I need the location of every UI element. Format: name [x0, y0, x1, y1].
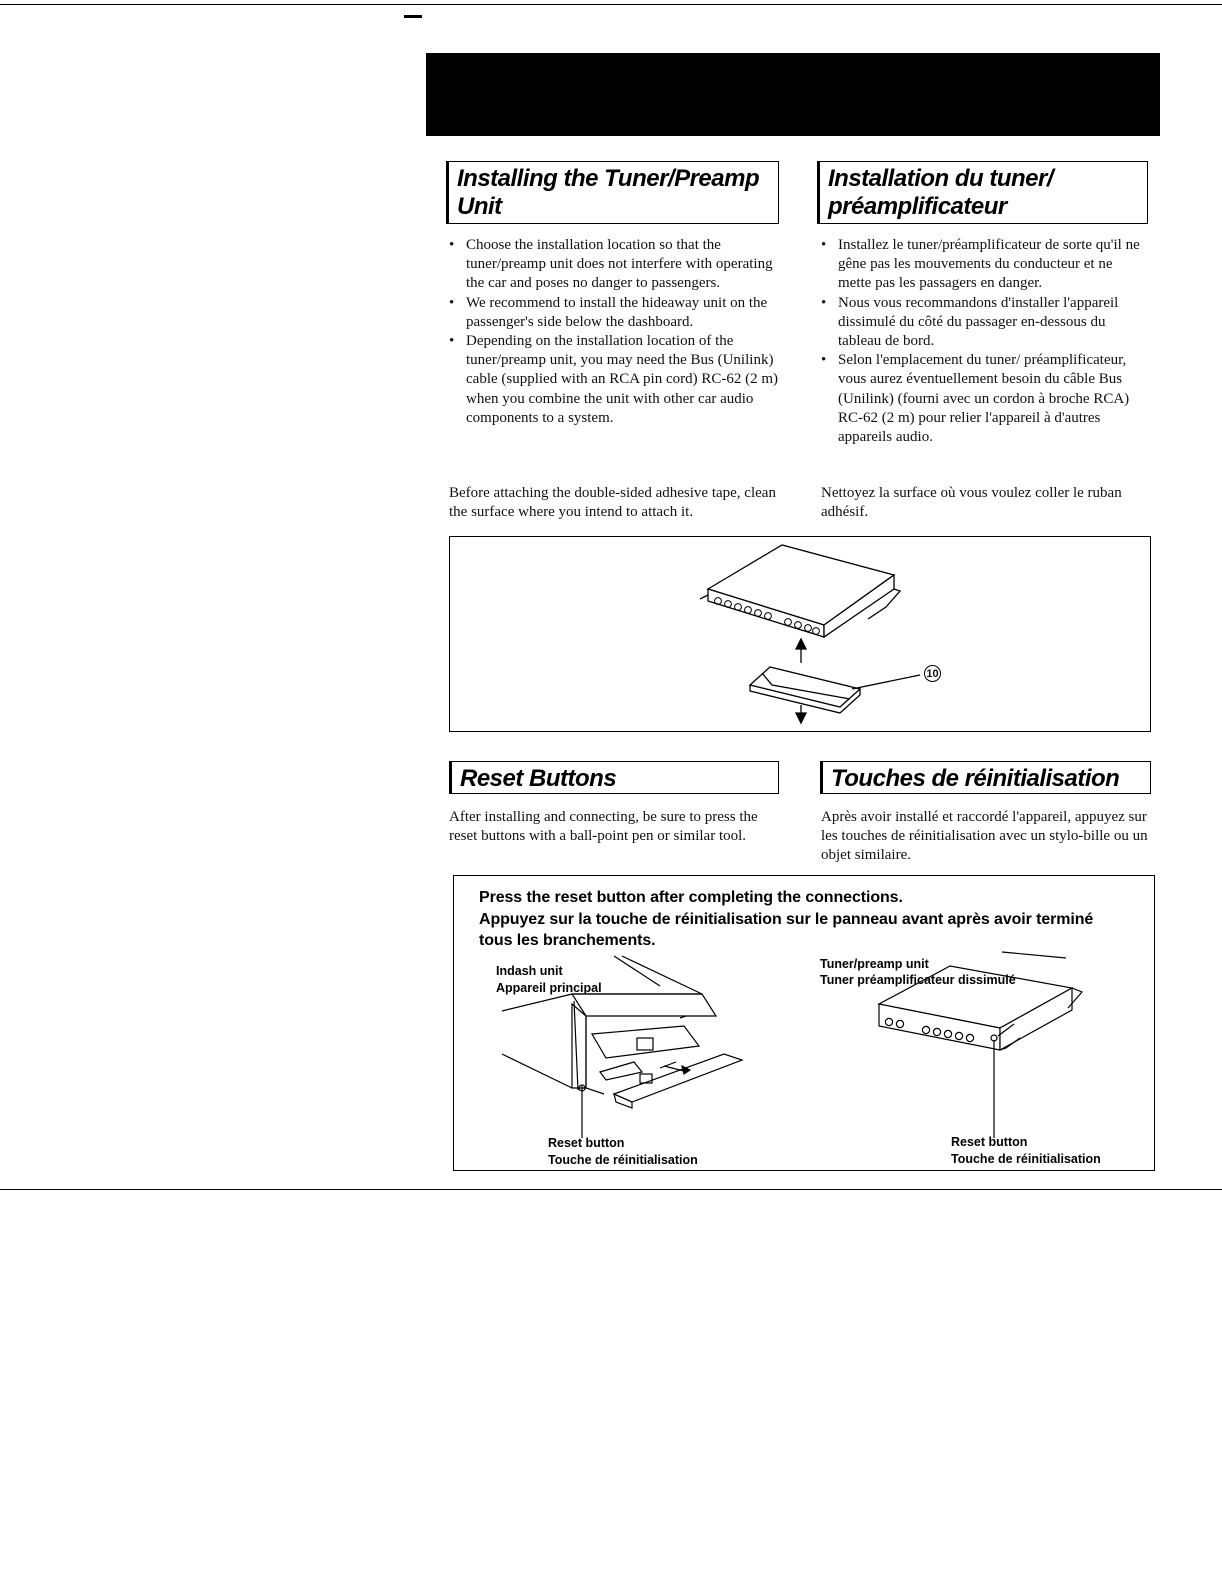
reset-left-label-en: Reset button	[548, 1136, 625, 1150]
install-en-bullet-3: • Depending on the installation location of the tuner/preamp unit, you may need the Bus (Unilink) cable (supplied with an RCA pin cord) RC-62 (2 m) when you combine the unit with other car audio components to a system.	[449, 332, 779, 428]
callout-10: 10	[924, 665, 941, 682]
reset-right-label-en: Reset button	[951, 1135, 1028, 1149]
figure-reset-panel	[453, 875, 1155, 1171]
bottom-rule	[0, 1189, 1222, 1190]
install-fr-bullet-1: • Installez le tuner/préamplificateur de sorte qu'il ne gêne pas les mouvements du conducteur et ne mette pas les passagers en danger.	[821, 236, 1148, 294]
heading-bar	[817, 161, 820, 224]
reset-illustration	[454, 876, 1156, 1172]
heading-install-en-text: Installing the Tuner/Preamp Unit	[457, 165, 760, 220]
figure-adhesive-tape-panel	[449, 536, 1151, 732]
heading-reset-en	[449, 761, 779, 794]
install-fr-bullets	[821, 236, 1148, 447]
heading-install-en	[446, 161, 779, 224]
install-fr-note: Nettoyez la surface où vous voulez coller le ruban adhésif.	[821, 485, 1122, 521]
tuner-label-en: Tuner/preamp unit	[820, 957, 929, 971]
reset-caption-en: Press the reset button after completing the connections.	[479, 889, 903, 906]
heading-reset-fr-text: Touches de réinitialisation	[831, 765, 1120, 792]
heading-install-fr	[817, 161, 1148, 224]
install-en-bullet-2: • We recommend to install the hideaway unit on the passenger's side below the dashboard.	[449, 294, 779, 332]
install-fr-bullet-2: • Nous vous recommandons d'installer l'appareil dissimulé du côté du passager en-dessous du tableau de bord.	[821, 294, 1148, 352]
reset-left-label-fr: Touche de réinitialisation	[548, 1153, 698, 1167]
tuner-unit-illustration	[450, 537, 1152, 733]
reset-caption-fr-2: tous les branchements.	[479, 932, 656, 949]
install-fr-bullet-3: • Selon l'emplacement du tuner/ préamplificateur, vous aurez éventuellement besoin du câble Bus (Unilink) (fourni avec un cordon à broche RCA) RC-62 (2 m) pour relier l'appareil à d'autres appareils audio.	[821, 351, 1148, 447]
indash-label-fr: Appareil principal	[496, 981, 602, 995]
heading-bar	[820, 761, 823, 794]
install-en-bullet-1: • Choose the installation location so that the tuner/preamp unit does not interfere with operating the car and poses no danger to passengers.	[449, 236, 779, 294]
install-en-body	[449, 236, 779, 428]
header-black-bar	[426, 53, 1160, 136]
heading-install-fr-text: Installation du tuner/ préamplificateur	[828, 165, 1054, 220]
reset-en-body: After installing and connecting, be sure to press the reset buttons with a ball-point pen or similar tool.	[449, 809, 758, 845]
indash-label-en: Indash unit	[496, 964, 563, 978]
margin-dash	[404, 15, 422, 18]
install-fr-body	[821, 236, 1148, 447]
reset-fr-body: Après avoir installé et raccordé l'appareil, appuyez sur les touches de réinitialisation avec un stylo-bille ou un objet similaire.	[821, 809, 1148, 864]
install-en-note: Before attaching the double-sided adhesive tape, clean the surface where you intend to attach it.	[449, 485, 776, 521]
heading-reset-en-text: Reset Buttons	[460, 765, 617, 792]
reset-caption-fr-1: Appuyez sur la touche de réinitialisation sur le panneau avant après avoir terminé	[479, 911, 1094, 928]
heading-bar	[446, 161, 449, 224]
reset-right-label-fr: Touche de réinitialisation	[951, 1152, 1101, 1166]
top-rule	[0, 4, 1222, 5]
heading-bar	[449, 761, 452, 794]
install-en-bullets	[449, 236, 779, 428]
tuner-label-fr: Tuner préamplificateur dissimulé	[820, 973, 1016, 987]
heading-reset-fr	[820, 761, 1151, 794]
